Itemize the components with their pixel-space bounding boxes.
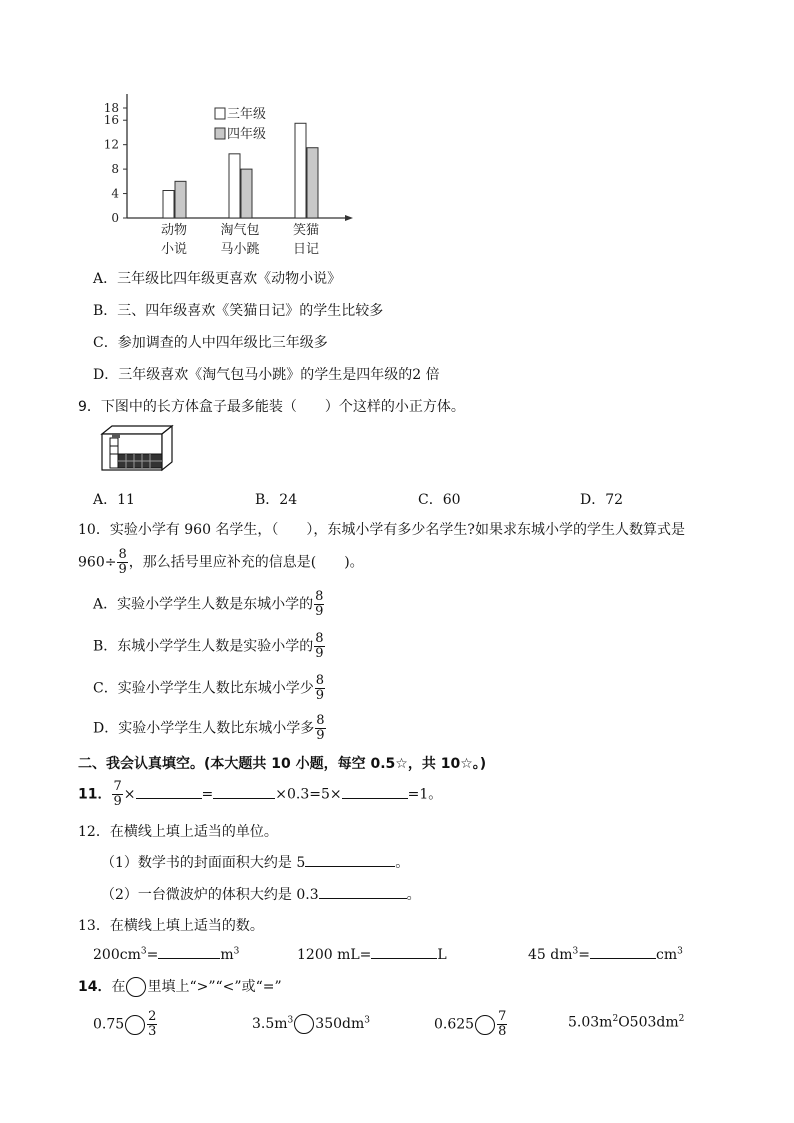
fraction: $\frac{8}{9}$ <box>118 547 127 577</box>
fraction: $\frac{2}{3}$ <box>148 1009 157 1039</box>
fraction: $\frac{8}{9}$ <box>315 631 324 661</box>
option-b: B．三、四年级喜欢《笑猫日记》的学生比较多 <box>93 303 384 319</box>
fraction: $\frac{7}{9}$ <box>113 779 122 809</box>
option-c: C．60 <box>418 492 461 508</box>
q9-text: 9．下图中的长方体盒子最多能装（ ）个这样的小正方体。 <box>78 399 465 415</box>
category-label: 马小跳 <box>220 242 260 257</box>
q13-title: 13．在横线上填上适当的数。 <box>78 918 264 934</box>
q14-d: $5.03m^2O503dm^2$ <box>568 1014 685 1031</box>
y-tick-label: 4 <box>111 186 119 201</box>
cuboid-box-figure <box>100 424 174 474</box>
bar <box>241 169 252 218</box>
fraction: $\frac{7}{8}$ <box>498 1009 507 1039</box>
option-d: D．72 <box>580 492 624 508</box>
legend-label: 四年级 <box>227 127 267 142</box>
q12-sub2: （2）一台微波炉的体积大约是 0.3 。 <box>101 887 421 903</box>
compare-circle[interactable] <box>294 1014 314 1034</box>
bar <box>163 191 174 219</box>
circle-blank <box>126 977 146 997</box>
y-tick-label: 16 <box>103 113 119 128</box>
option-a: A．三年级比四年级更喜欢《动物小说》 <box>93 271 342 287</box>
answer-blank[interactable] <box>342 786 408 799</box>
q10-option-d: D．实验小学学生人数比东城小学多 $\frac{8}{9}$ <box>93 713 325 743</box>
category-label: 笑猫 <box>292 223 320 238</box>
bar <box>295 123 306 218</box>
q10-option-b: B．东城小学学生人数是实验小学的 $\frac{8}{9}$ <box>93 631 324 661</box>
category-label: 淘气包 <box>220 223 260 238</box>
q13-a: $200cm^3= m^3$ <box>93 946 240 963</box>
answer-blank[interactable] <box>305 854 395 867</box>
q10-line1: 10．实验小学有 960 名学生，（ ），东城小学有多少名学生?如果求东城小学的学生人数算式是 <box>78 522 685 538</box>
q12-sub1: （1）数学书的封面面积大约是 5 。 <box>101 855 410 871</box>
bar <box>175 181 186 218</box>
legend-label: 三年级 <box>227 107 267 122</box>
y-tick-label: 8 <box>111 162 119 177</box>
q14-c: 0.625 $\frac{7}{8}$ <box>434 1009 507 1039</box>
option-c: C．参加调查的人中四年级比三年级多 <box>93 335 328 351</box>
x-axis-arrow <box>345 215 353 221</box>
q13-b: 1200 mL= L <box>297 947 447 963</box>
fraction: $\frac{8}{9}$ <box>315 673 324 703</box>
fraction: $\frac{8}{9}$ <box>315 589 324 619</box>
q10-line2: 960÷ $\frac{8}{9}$ ，那么括号里应补充的信息是( )。 <box>78 547 364 577</box>
section-heading: 二、我会认真填空。(本大题共 10 小题，每空 0.5☆，共 10☆。) <box>78 756 487 772</box>
answer-blank[interactable] <box>213 786 275 799</box>
fraction: $\frac{8}{9}$ <box>316 713 325 743</box>
q10-option-c: C．实验小学学生人数比东城小学少 $\frac{8}{9}$ <box>93 673 324 703</box>
y-tick-label: 12 <box>103 137 119 152</box>
legend-swatch <box>215 108 225 119</box>
bar <box>307 148 318 218</box>
option-b: B．24 <box>255 492 298 508</box>
q14-a: 0.75 $\frac{2}{3}$ <box>93 1009 157 1039</box>
compare-circle[interactable] <box>125 1015 145 1035</box>
answer-blank[interactable] <box>158 946 220 959</box>
q14-b: $3.5m^3$ $350dm^3$ <box>252 1015 370 1032</box>
q13-c: 45 $dm^3= cm^3$ <box>528 946 683 963</box>
option-a: A．11 <box>93 492 135 508</box>
q14-title: 14．在 里填上“>”“<”或“=” <box>78 979 282 995</box>
category-label: 日记 <box>292 242 320 257</box>
option-d: D．三年级喜欢《淘气包马小跳》的学生是四年级的2 倍 <box>93 367 440 383</box>
category-label: 小说 <box>160 242 188 257</box>
legend-swatch <box>215 128 225 139</box>
bar-chart <box>95 88 357 258</box>
compare-circle[interactable] <box>475 1015 495 1035</box>
y-tick-label: 0 <box>111 211 119 225</box>
answer-blank[interactable] <box>319 886 407 899</box>
answer-blank[interactable] <box>136 786 202 799</box>
q12-title: 12．在横线上填上适当的单位。 <box>78 824 278 840</box>
answer-blank[interactable] <box>371 946 437 959</box>
q11: 11． $\frac{7}{9}$ × = ×0.3=5× =1。 <box>78 779 443 809</box>
y-tick-label: 18 <box>103 101 119 115</box>
bar <box>229 154 240 218</box>
q10-option-a: A．实验小学学生人数是东城小学的 $\frac{8}{9}$ <box>93 589 324 619</box>
answer-blank[interactable] <box>590 946 656 959</box>
category-label: 动物 <box>160 223 188 238</box>
